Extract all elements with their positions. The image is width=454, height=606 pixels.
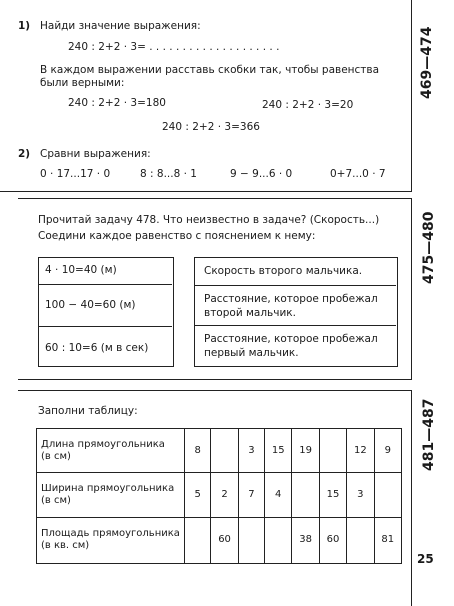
row-label (37, 473, 185, 517)
table-cell[interactable] (238, 517, 264, 563)
page-number: 25 (417, 552, 434, 566)
task2-title: Сравни выражения: (40, 148, 151, 160)
compare-1: 0 · 17...17 · 0 (40, 168, 111, 180)
table-cell[interactable] (374, 473, 401, 517)
row-label-line: (в кв. см) (41, 540, 90, 552)
explanation-item-2-line2[interactable]: второй мальчик. (204, 307, 296, 319)
table-cell[interactable]: 3 (347, 473, 374, 517)
section2-top-rule (18, 198, 412, 199)
side-label-469-474: 469—474 (419, 26, 435, 99)
row-label-line: (в см) (41, 450, 71, 462)
table-cell[interactable]: 12 (347, 429, 374, 473)
table-cell[interactable] (185, 517, 211, 563)
table-cell[interactable]: 81 (374, 517, 401, 563)
equality-item-1[interactable]: 4 · 10=40 (м) (45, 264, 117, 276)
equation-3: 240 : 2+2 · 3=366 (162, 121, 260, 133)
task1b-line1: В каждом выражении расставь скобки так, чтобы равенства (40, 64, 380, 76)
table-cell[interactable] (319, 429, 346, 473)
equation-1: 240 : 2+2 · 3=180 (68, 97, 166, 109)
table-row (37, 517, 402, 563)
section3-top-rule (18, 390, 412, 391)
compare-3: 9 − 9...6 · 0 (230, 168, 293, 180)
side-label-475-480: 475—480 (421, 211, 437, 284)
explanation-item-3-line2[interactable]: первый мальчик. (204, 347, 299, 359)
task1-title: Найди значение выражения: (40, 20, 201, 32)
explanation-item-2-line1[interactable]: Расстояние, которое пробежал (204, 293, 378, 305)
section2-bottom-rule (18, 379, 412, 380)
row-label (37, 517, 185, 563)
explanations-box (194, 257, 398, 367)
table-cell[interactable]: 38 (292, 517, 319, 563)
table-cell[interactable]: 60 (319, 517, 346, 563)
table-cell[interactable] (211, 429, 238, 473)
task2-number: 2) (18, 148, 31, 160)
right-border-mid (411, 198, 412, 380)
row-label-line: (в см) (41, 494, 71, 506)
row-label-line: Длина прямоугольника (41, 438, 165, 450)
fill-table-title: Заполни таблицу: (38, 405, 138, 417)
table-row (37, 429, 402, 473)
equality-item-2[interactable]: 100 − 40=60 (м) (45, 299, 136, 311)
row-label-line: Площадь прямоугольника (41, 528, 180, 540)
table-cell[interactable]: 9 (374, 429, 401, 473)
table-cell[interactable]: 7 (238, 473, 264, 517)
explanation-item-3-line1[interactable]: Расстояние, которое пробежал (204, 333, 378, 345)
task1-number: 1) (18, 20, 31, 32)
table-cell[interactable]: 3 (238, 429, 264, 473)
task1b-line2: были верными: (40, 77, 125, 89)
table-cell[interactable]: 8 (185, 429, 211, 473)
table-cell[interactable]: 5 (185, 473, 211, 517)
task1-expression: 240 : 2+2 · 3= . . . . . . . . . . . . . . . . . . . . (68, 41, 280, 53)
row-label (37, 429, 185, 473)
section1-bottom-rule (0, 191, 412, 192)
equality-item-3[interactable]: 60 : 10=6 (м в сек) (45, 342, 149, 354)
table-cell[interactable] (347, 517, 374, 563)
table-cell[interactable]: 19 (292, 429, 319, 473)
right-border-top (411, 0, 412, 192)
equation-2: 240 : 2+2 · 3=20 (262, 99, 354, 111)
problem-reading-line: Прочитай задачу 478. Что неизвестно в задаче? (Скорость...) (38, 214, 380, 226)
right-border-bottom (411, 390, 412, 606)
table-row (37, 473, 402, 517)
compare-2: 8 : 8...8 · 1 (140, 168, 197, 180)
table-cell[interactable]: 60 (211, 517, 238, 563)
table-cell[interactable]: 2 (211, 473, 238, 517)
rectangle-table (36, 428, 402, 564)
table-cell[interactable]: 15 (265, 429, 292, 473)
equalities-box (38, 257, 174, 367)
table-cell[interactable]: 15 (319, 473, 346, 517)
table-cell[interactable] (292, 473, 319, 517)
matching-instruction: Соедини каждое равенство с пояснением к нему: (38, 230, 316, 242)
explanation-item-1[interactable]: Скорость второго мальчика. (204, 265, 363, 277)
row-label-line: Ширина прямоугольника (41, 482, 175, 494)
table-cell[interactable] (265, 517, 292, 563)
compare-4: 0+7...0 · 7 (330, 168, 386, 180)
side-label-481-487: 481—487 (421, 398, 437, 471)
table-cell[interactable]: 4 (265, 473, 292, 517)
